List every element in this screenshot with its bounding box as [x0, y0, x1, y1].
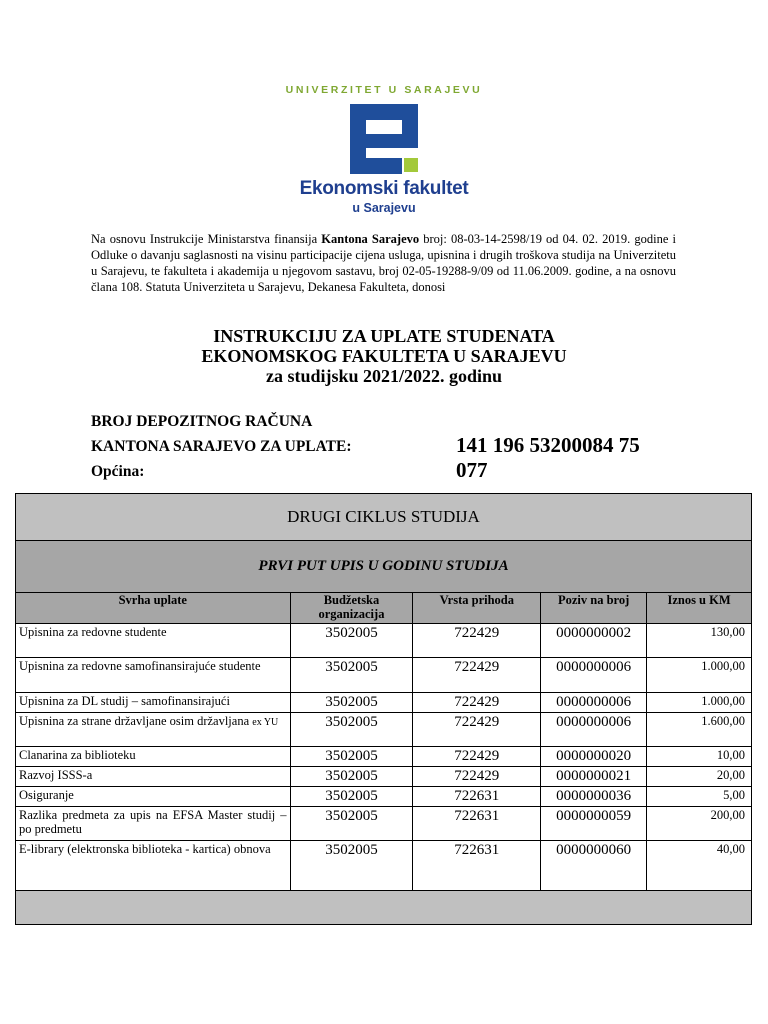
cell-svrha: Upisnina za redovne samofinansirajuće studente — [16, 658, 291, 693]
logo-green-square — [404, 158, 418, 172]
table-header-row — [16, 593, 752, 624]
table-row — [16, 747, 752, 767]
cell-iznos: 130,00 — [647, 624, 752, 658]
section-heading: PRVI PUT UPIS U GODINU STUDIJA — [16, 541, 752, 593]
title-line-3: za studijsku 2021/2022. godinu — [265, 366, 503, 386]
account-label-2: KANTONA SARAJEVO ZA UPLATE: — [91, 438, 352, 455]
cell-svrha: E-library (elektronska biblioteka - kartica) obnova — [16, 841, 291, 891]
title-line-2: EKONOMSKOG FAKULTETA U SARAJEVU — [201, 346, 567, 366]
cell-poziv: 0000000059 — [541, 807, 647, 841]
cell-org: 3502005 — [290, 841, 413, 891]
intro-text-1: Na osnovu Instrukcije Ministarstva finansija — [91, 232, 322, 246]
cell-vrsta: 722631 — [413, 787, 541, 807]
title-line-1: INSTRUKCIJU ZA UPLATE STUDENATA — [213, 326, 555, 346]
cell-svrha: Upisnina za redovne studente — [16, 624, 291, 658]
table-row — [16, 767, 752, 787]
cell-org: 3502005 — [290, 658, 413, 693]
cycle-heading: DRUGI CIKLUS STUDIJA — [16, 494, 752, 541]
cell-org: 3502005 — [290, 747, 413, 767]
cell-vrsta: 722631 — [413, 841, 541, 891]
cell-iznos: 40,00 — [647, 841, 752, 891]
cell-org: 3502005 — [290, 713, 413, 747]
table-row — [16, 807, 752, 841]
cell-iznos: 1.000,00 — [647, 693, 752, 713]
cell-poziv: 0000000060 — [541, 841, 647, 891]
table-row — [16, 693, 752, 713]
cell-svrha: Clanarina za biblioteku — [16, 747, 291, 767]
table-row — [16, 787, 752, 807]
cell-poziv: 0000000006 — [541, 713, 647, 747]
cell-poziv: 0000000002 — [541, 624, 647, 658]
intro-paragraph — [91, 231, 676, 295]
cell-org: 3502005 — [290, 693, 413, 713]
cell-iznos: 200,00 — [647, 807, 752, 841]
cell-iznos: 20,00 — [647, 767, 752, 787]
cell-org: 3502005 — [290, 767, 413, 787]
intro-text-2: broj: 08-03-14-2598/19 od 04. 02. 2019. godine i Odluke o davanju saglasnosti na visinu participacije cijena usluga, upisnina i drugih troškova studija na Univerzitetu u Sarajevu, te fakulteta i akademija u njegovom sastavu, broj 02-05-19288-9/09 od 11.06.2009. godine, a na osnovu člana 108. Statuta Univerziteta u Sarajevu, Dekanesa Fakulteta, donosi — [91, 232, 676, 294]
university-name: UNIVERZITET U SARAJEVU — [285, 84, 483, 96]
cell-poziv: 0000000036 — [541, 787, 647, 807]
cell-vrsta: 722429 — [413, 693, 541, 713]
cell-vrsta: 722631 — [413, 807, 541, 841]
account-number: 141 196 53200084 75 — [456, 433, 640, 457]
intro-bold: Kantona Sarajevo — [321, 232, 420, 246]
header-vrsta: Vrsta prihoda — [413, 593, 541, 624]
cell-org: 3502005 — [290, 624, 413, 658]
cell-svrha: Upisnina za DL studij – samofinansirajući — [16, 693, 291, 713]
account-label-1: BROJ DEPOZITNOG RAČUNA — [91, 413, 313, 430]
header-svrha: Svrha uplate — [16, 593, 291, 624]
cell-org: 3502005 — [290, 787, 413, 807]
opcina-value: 077 — [456, 458, 488, 482]
header-poziv: Poziv na broj — [541, 593, 647, 624]
cell-org: 3502005 — [290, 807, 413, 841]
cell-iznos: 1.600,00 — [647, 713, 752, 747]
cell-poziv: 0000000006 — [541, 658, 647, 693]
cell-svrha — [16, 713, 291, 747]
cell-svrha-text: Upisnina za strane državljane osim državljana — [19, 714, 250, 728]
table-row — [16, 713, 752, 747]
cell-iznos: 1.000,00 — [647, 658, 752, 693]
cell-svrha: Razlika predmeta za upis na EFSA Master studij – po predmetu — [16, 807, 291, 841]
table-row — [16, 624, 752, 658]
header-organizacija: Budžetska organizacija — [290, 593, 413, 624]
faculty-name: Ekonomski fakultet — [299, 178, 469, 199]
header-iznos: Iznos u KM — [647, 593, 752, 624]
table-row — [16, 658, 752, 693]
cell-vrsta: 722429 — [413, 767, 541, 787]
table-footer-band — [16, 891, 752, 925]
document-title — [0, 326, 768, 386]
cell-vrsta: 722429 — [413, 658, 541, 693]
cell-svrha-note: ex YU — [252, 717, 279, 728]
cell-vrsta: 722429 — [413, 713, 541, 747]
cell-svrha: Razvoj ISSS-a — [16, 767, 291, 787]
cell-poziv: 0000000020 — [541, 747, 647, 767]
faculty-location: u Sarajevu — [352, 201, 416, 215]
payment-table — [15, 493, 752, 925]
cell-svrha: Osiguranje — [16, 787, 291, 807]
faculty-logo — [347, 104, 421, 174]
cell-poziv: 0000000021 — [541, 767, 647, 787]
opcina-label: Općina: — [91, 463, 145, 480]
cell-iznos: 5,00 — [647, 787, 752, 807]
cell-vrsta: 722429 — [413, 624, 541, 658]
table-row — [16, 841, 752, 891]
cell-iznos: 10,00 — [647, 747, 752, 767]
cell-vrsta: 722429 — [413, 747, 541, 767]
cell-poziv: 0000000006 — [541, 693, 647, 713]
